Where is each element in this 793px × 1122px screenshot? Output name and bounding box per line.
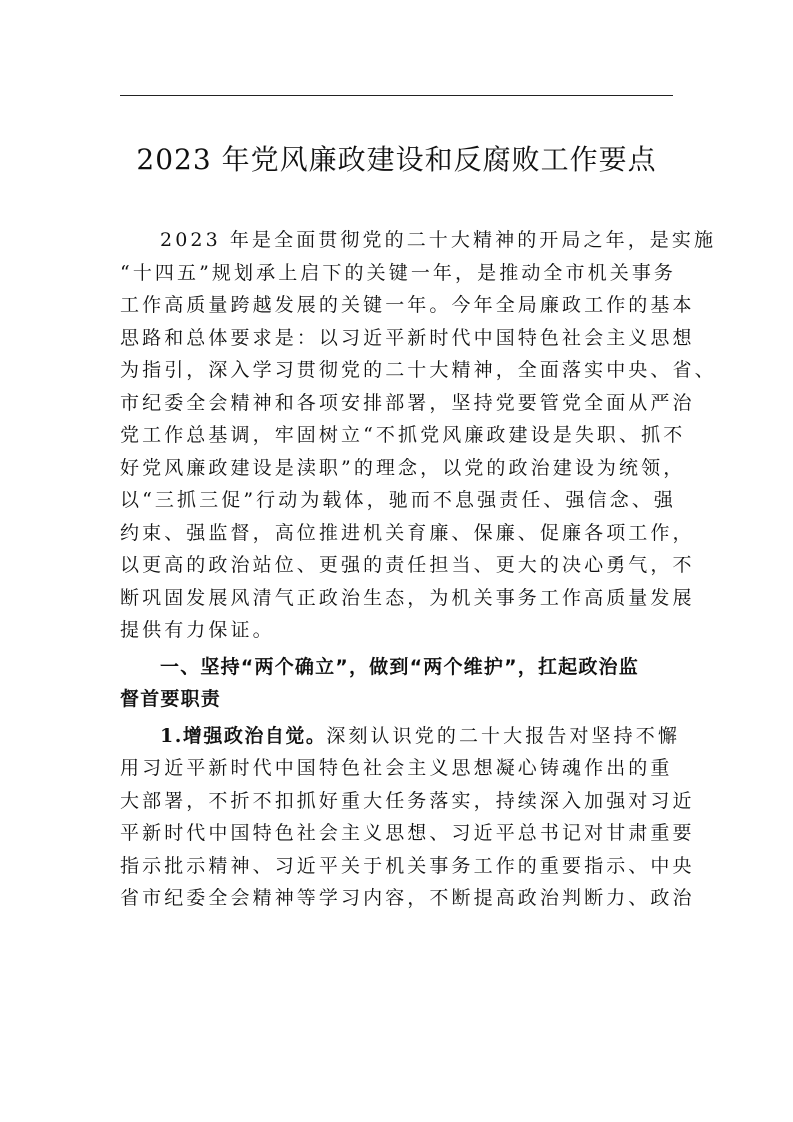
- text-line: 党工作总基调，牢固树立“不抓党风廉政建设是失职、抓不: [120, 424, 686, 446]
- text-line: 以“三抓三促”行动为载体，驰而不息强责任、强信念、强: [120, 489, 677, 511]
- text-line: 断巩固发展风清气正政治生态，为机关事务工作高质量发展: [120, 586, 695, 609]
- text-line: 提供有力保证。: [120, 619, 275, 641]
- text-line: 约束、强监督，高位推进机关育廉、保廉、促廉各项工作，: [120, 521, 695, 544]
- heading-line: 一、坚持“两个确立”，做到“两个维护”，扛起政治监: [160, 655, 639, 678]
- item-paragraph: [120, 720, 695, 915]
- text-line: 2023 年是全面贯彻党的二十大精神的开局之年，是实施: [160, 229, 717, 251]
- text-line: 市纪委全会精神和各项安排部署，坚持党要管党全面从严治: [120, 391, 695, 414]
- heading-line: 督首要职责: [120, 688, 222, 710]
- text-line: 思路和总体要求是：以习近平新时代中国特色社会主义思想: [120, 326, 695, 349]
- text-line: 用习近平新时代中国特色社会主义思想凝心铸魂作出的重: [120, 757, 673, 779]
- text-line: 工作高质量跨越发展的关键一年。今年全局廉政工作的基本: [120, 294, 695, 316]
- header-rule: [120, 95, 673, 96]
- text-line: “十四五”规划承上启下的关键一年，是推动全市机关事务: [120, 261, 677, 284]
- text-line: 好党风廉政建设是渎职”的理念，以党的政治建设为统领，: [120, 456, 686, 479]
- text-line: 平新时代中国特色社会主义思想、习近平总书记对甘肃重要: [120, 822, 695, 844]
- text-line: 为指引，深入学习贯彻党的二十大精神，全面落实中央、省、: [120, 359, 717, 381]
- text-line: 指示批示精神、习近平关于机关事务工作的重要指示、中央: [120, 854, 695, 877]
- item-lead: 1.增强政治自觉。: [160, 724, 327, 747]
- text-line: 省市纪委全会精神等学习内容，不断提高政治判断力、政治: [120, 887, 695, 909]
- section-heading: [120, 651, 673, 716]
- text-line: 大部署，不折不扣抓好重大任务落实，持续深入加强对习近: [120, 789, 695, 812]
- document-title: 2023 年党风廉政建设和反腐败工作要点: [136, 143, 657, 176]
- document-body: [120, 224, 717, 915]
- text-line: 以更高的政治站位、更强的责任担当、更大的决心勇气，不: [120, 554, 695, 576]
- intro-paragraph: [120, 224, 717, 647]
- item-text: 深刻认识党的二十大报告对坚持不懈: [326, 724, 680, 747]
- text-line: [120, 720, 680, 753]
